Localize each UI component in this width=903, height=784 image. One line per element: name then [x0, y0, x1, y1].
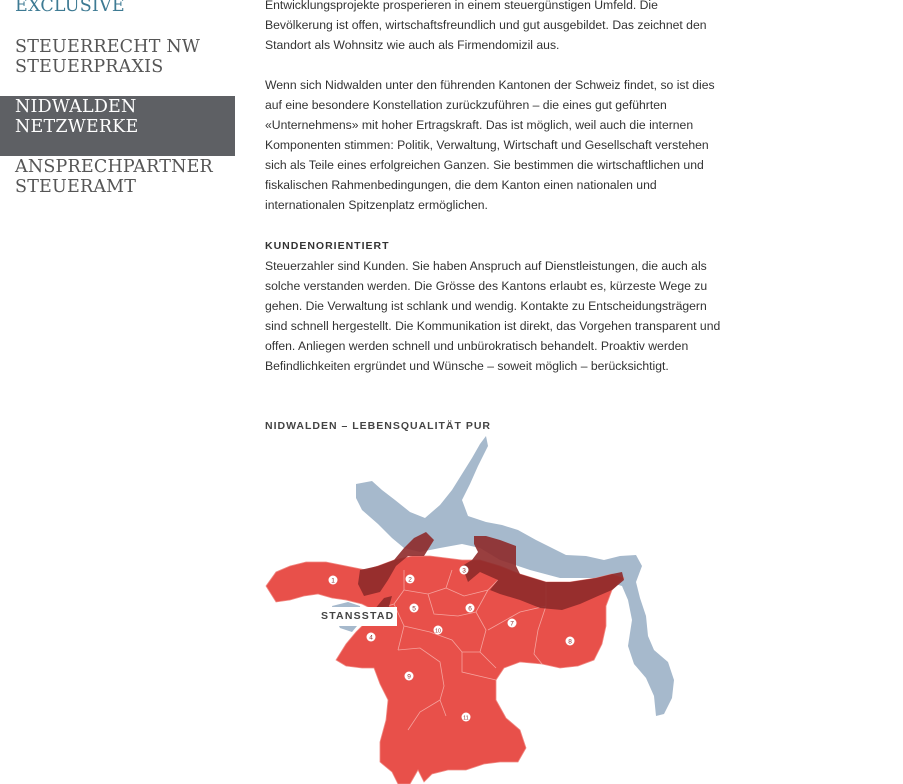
map-marker-3[interactable] [460, 566, 469, 575]
map-marker-label: 10 [435, 628, 441, 635]
heading-map: NIDWALDEN – LEBENSQUALITÄT PUR [265, 420, 492, 432]
nav-item-ansprechpartner-line1: ANSPRECHPARTNER [15, 157, 213, 177]
nav-item-steuerrecht[interactable] [0, 37, 235, 77]
paragraph-line: internationalen Spitzenplatz ermöglichen. [265, 198, 488, 212]
map-marker-2[interactable] [406, 575, 415, 584]
map-marker-11[interactable] [462, 713, 471, 722]
nav-item-nidwalden-line2: NETZWERKE [15, 117, 139, 137]
nav-item-steuerrecht-line2: STEUERPRAXIS [15, 57, 164, 77]
nav-item-nidwalden-line1: NIDWALDEN [15, 97, 137, 117]
map-marker-label: 4 [369, 634, 373, 642]
paragraph-line: gehen. Die Verwaltung ist schlank und wendig. Kontakte zu Entscheidungsträgern [265, 299, 707, 313]
nav-item-steuerrecht-line1: STEUERRECHT NW [15, 37, 201, 57]
map-marker-label: 3 [462, 567, 466, 575]
map-marker-8[interactable] [566, 637, 575, 646]
map-marker-1[interactable] [329, 576, 338, 585]
map-marker-label: 11 [463, 715, 469, 722]
map-marker-label: 8 [568, 638, 572, 646]
nav-item-exclusive-label: EXCLUSIVE [15, 0, 125, 16]
paragraph-line: sind schnell hergestellt. Die Kommunikation ist direkt, das Vorgehen transparent und [265, 319, 721, 333]
nav-item-exclusive[interactable] [0, 0, 235, 16]
paragraph-line: Bevölkerung ist offen, wirtschaftsfreundlich und gut ausgebildet. Das zeichnet den [265, 18, 707, 32]
paragraph-line: Befindlichkeiten ergründet und Wünsche – soweit möglich – berücksichtigt. [265, 359, 669, 373]
map-hover-label-stansstad: STANSSTAD [318, 607, 397, 626]
paragraph-kantone [265, 75, 735, 215]
paragraph-line: offen. Anliegen werden schnell und unbürokratisch behandelt. Proaktiv werden [265, 339, 689, 353]
map-marker-label: 5 [412, 605, 416, 613]
paragraph-line: «Unternehmens» mit hoher Ertragskraft. Das ist möglich, weil auch die internen [265, 118, 694, 132]
map-marker-label: 7 [510, 620, 514, 628]
nav-item-ansprechpartner[interactable] [0, 157, 235, 197]
map-marker-label: 9 [407, 673, 411, 681]
map-marker-6[interactable] [466, 604, 475, 613]
map-marker-7[interactable] [508, 619, 517, 628]
map-marker-10[interactable] [434, 626, 443, 635]
paragraph-kunden [265, 256, 735, 376]
map-marker-label: 6 [468, 605, 472, 613]
paragraph-intro [265, 0, 735, 55]
paragraph-line: Standort als Wohnsitz wie auch als Firmendomizil aus. [265, 38, 560, 52]
paragraph-line: sich als Teile eines erfolgreichen Ganzen. Sie bestimmen die wirtschaftlichen und [265, 158, 704, 172]
map-marker-9[interactable] [405, 672, 414, 681]
paragraph-line: fiskalischen Rahmenbedingungen, die dem Kanton einen nationalen und [265, 178, 657, 192]
nav-item-ansprechpartner-line2: STEUERAMT [15, 177, 137, 197]
paragraph-line: auf eine besondere Konstellation zurückzuführen – die eines gut geführten [265, 98, 667, 112]
map-marker-label: 1 [331, 577, 335, 585]
nav-item-nidwalden-active[interactable] [0, 96, 235, 156]
paragraph-line: Komponenten stimmen: Politik, Verwaltung, Wirtschaft und Gesellschaft verstehen [265, 138, 709, 152]
map-marker-5[interactable] [410, 604, 419, 613]
heading-kundenorientiert: KUNDENORIENTIERT [265, 240, 390, 252]
paragraph-line: Steuerzahler sind Kunden. Sie haben Anspruch auf Dienstleistungen, die auch als [265, 259, 707, 273]
paragraph-line: solche verstanden werden. Die Grösse des Kantons erlaubt es, kürzeste Wege zu [265, 279, 708, 293]
paragraph-line: Wenn sich Nidwalden unter den führenden Kantonen der Schweiz findet, so ist dies [265, 78, 715, 92]
paragraph-line: Entwicklungsprojekte prosperieren in einem steuergünstigen Umfeld. Die [265, 0, 658, 12]
map-marker-label: 2 [408, 576, 412, 584]
map-marker-4[interactable] [367, 633, 376, 642]
